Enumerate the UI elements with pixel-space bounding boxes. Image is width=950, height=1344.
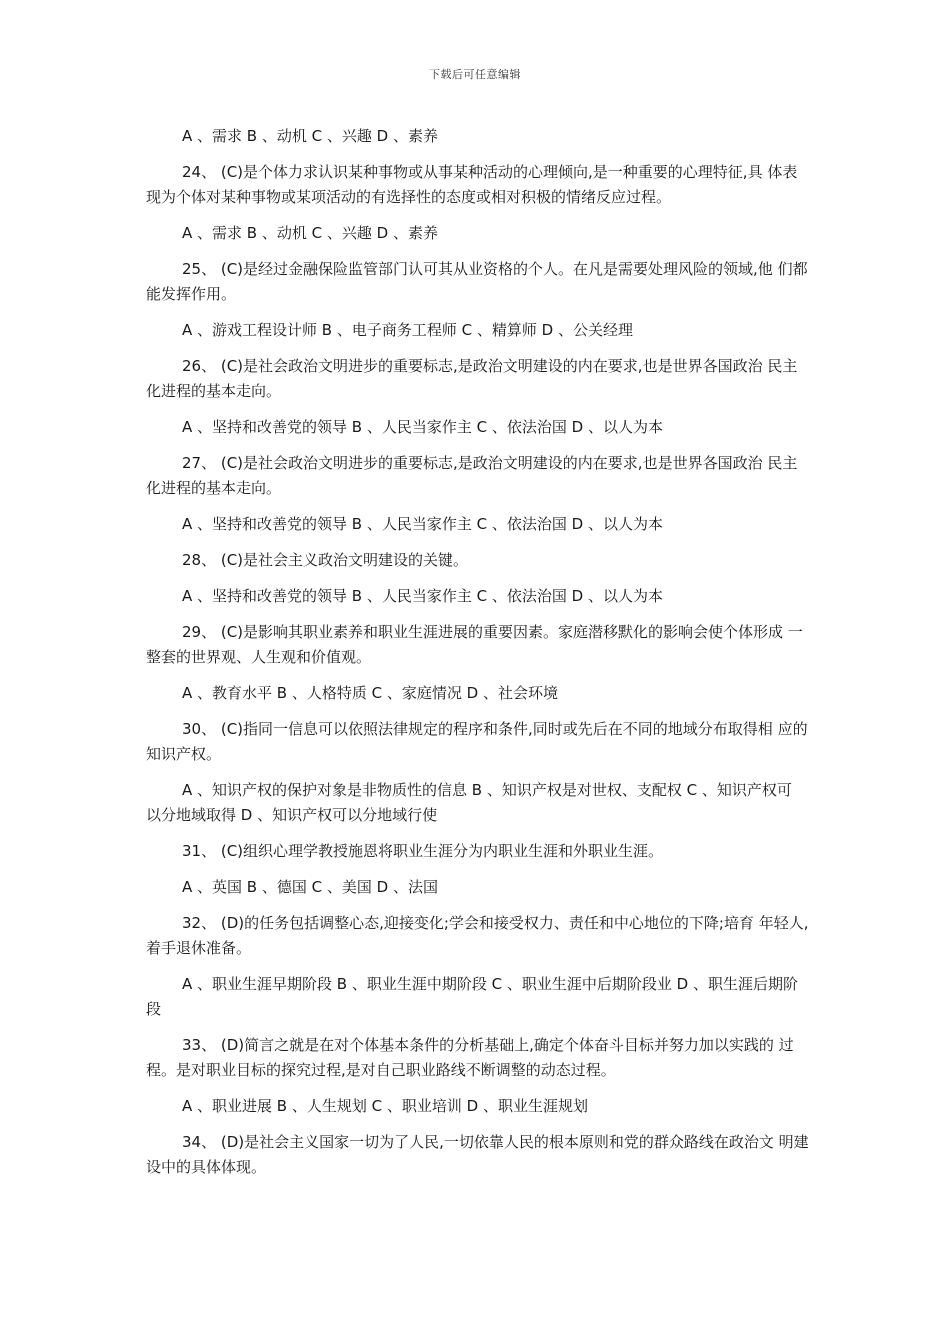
answer-options: A 、英国 B 、德国 C 、美国 D 、法国: [182, 878, 438, 896]
question-31: 31、 (C)组织心理学教授施恩将职业生涯分为内职业生涯和外职业生涯。: [182, 842, 664, 860]
question-33: 33、 (D)简言之就是在对个体基本条件的分析基础上,确定个体奋斗目标并努力加以实践的 过程。是对职业目标的探究过程,是对自己职业路线不断调整的动态过程。: [146, 1036, 794, 1079]
question-32: 32、 (D)的任务包括调整心态,迎接变化;学会和接受权力、责任和中心地位的下降;培育 年轻人,着手退休准备。: [146, 914, 809, 957]
question-26: 26、 (C)是社会政治文明进步的重要标志,是政治文明建设的内在要求,也是世界各国政治 民主化进程的基本走向。: [146, 357, 798, 400]
answer-options: A 、坚持和改善党的领导 B 、人民当家作主 C 、依法治国 D 、以人为本: [182, 418, 663, 436]
question-29: 29、 (C)是影响其职业素养和职业生涯进展的重要因素。家庭潜移默化的影响会使个体形成 一整套的世界观、人生观和价值观。: [146, 623, 803, 666]
question-25: 25、 (C)是经过金融保险监管部门认可其从业资格的个人。在凡是需要处理风险的领域,他 们都能发挥作用。: [146, 260, 808, 303]
answer-options: A 、游戏工程设计师 B 、电子商务工程师 C 、精算师 D 、公关经理: [182, 321, 633, 339]
question-30: 30、 (C)指同一信息可以依照法律规定的程序和条件,同时或先后在不同的地域分布取得相 应的知识产权。: [146, 720, 808, 763]
page-header: 下载后可任意编辑: [429, 68, 521, 81]
question-27: 27、 (C)是社会政治文明进步的重要标志,是政治文明建设的内在要求,也是世界各国政治 民主化进程的基本走向。: [146, 454, 798, 497]
answer-options: A 、需求 B 、动机 C 、兴趣 D 、素养: [182, 224, 438, 242]
answer-options: A 、职业进展 B 、人生规划 C 、职业培训 D 、职业生涯规划: [182, 1097, 588, 1115]
answer-options: A 、坚持和改善党的领导 B 、人民当家作主 C 、依法治国 D 、以人为本: [182, 515, 663, 533]
answer-options: A 、知识产权的保护对象是非物质性的信息 B 、知识产权是对世权、支配权 C 、知识产权可 以分地域取得 D 、知识产权可以分地域行使: [146, 781, 792, 824]
answer-options: A 、坚持和改善党的领导 B 、人民当家作主 C 、依法治国 D 、以人为本: [182, 587, 663, 605]
question-28: 28、 (C)是社会主义政治文明建设的关键。: [182, 551, 469, 569]
answer-options: A 、职业生涯早期阶段 B 、职业生涯中期阶段 C 、职业生涯中后期阶段业 D 、职生涯后期阶 段: [146, 975, 798, 1018]
answer-options: A 、教育水平 B 、人格特质 C 、家庭情况 D 、社会环境: [182, 684, 558, 702]
answer-options: A 、需求 B 、动机 C 、兴趣 D 、素养: [182, 127, 438, 145]
question-34: 34、 (D)是社会主义国家一切为了人民,一切依靠人民的根本原则和党的群众路线在政治文 明建设中的具体体现。: [146, 1133, 809, 1176]
document-body: [146, 124, 810, 1191]
question-24: 24、 (C)是个体力求认识某种事物或从事某种活动的心理倾向,是一种重要的心理特征,具 体表现为个体对某种事物或某项活动的有选择性的态度或相对积极的情绪反应过程。: [146, 163, 798, 206]
